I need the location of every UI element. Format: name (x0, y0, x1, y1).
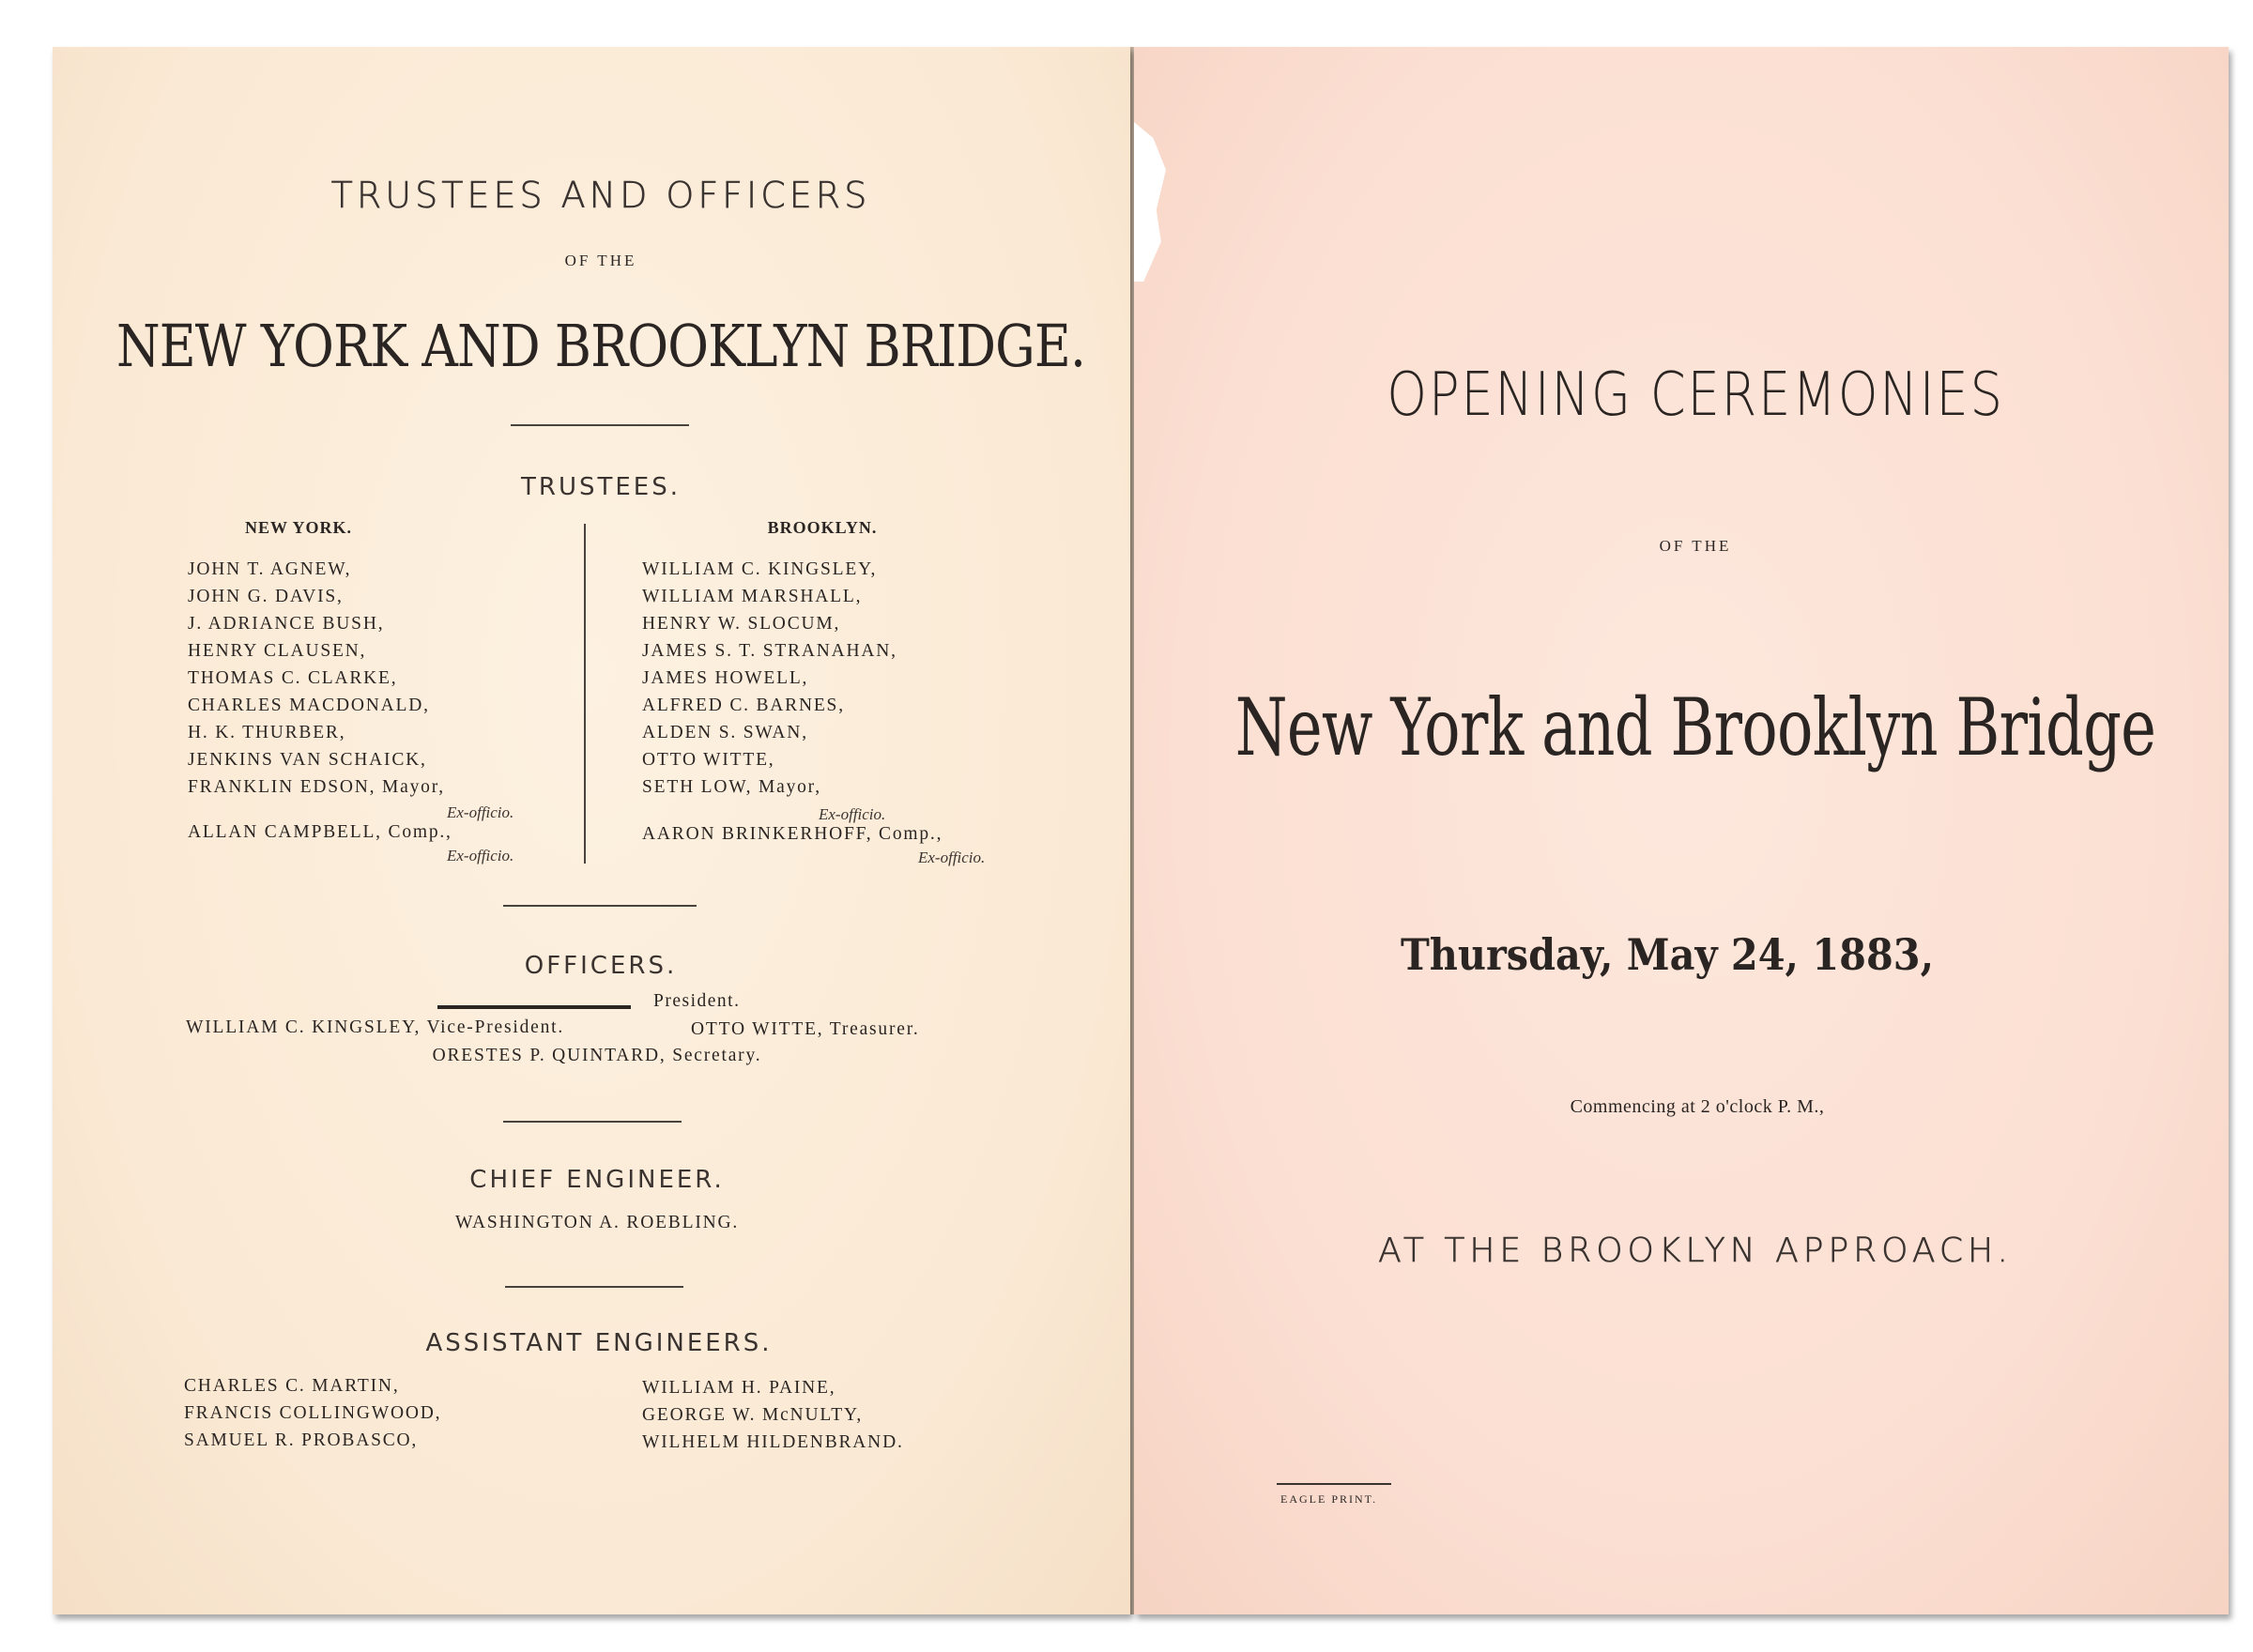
left-heading-bridge-name: NEW YORK AND BROOKLYN BRIDGE. (115, 312, 1086, 380)
list-item: ALLAN CAMPBELL, Comp., (188, 822, 452, 842)
trustees-title: TRUSTEES. (521, 473, 681, 501)
new-york-label: NEW YORK. (244, 518, 353, 537)
list-item: HENRY CLAUSEN, (188, 641, 367, 661)
divider (503, 905, 697, 907)
list-item: HENRY W. SLOCUM, (642, 614, 841, 634)
printer-credit: EAGLE PRINT. (1280, 1492, 1378, 1506)
list-item: CHARLES C. MARTIN, (184, 1376, 400, 1396)
brooklyn-label: BROOKLYN. (767, 518, 878, 537)
list-item: AARON BRINKERHOFF, Comp., (642, 824, 943, 844)
list-item: JOHN T. AGNEW, (188, 559, 352, 579)
chief-engineer-name: WASHINGTON A. ROEBLING. (454, 1213, 740, 1232)
left-heading-of-the: OF THE (564, 252, 637, 269)
right-page (1134, 47, 2229, 1614)
list-item: JENKINS VAN SCHAICK, (188, 750, 427, 770)
bridge-name-title: New York and Brooklyn Bridge (1234, 681, 2156, 773)
brooklyn-trustee-list (642, 556, 897, 801)
printer-rule (1277, 1483, 1391, 1485)
president-blank-line (437, 1005, 631, 1009)
exofficio-note: Ex-officio. (918, 849, 986, 866)
list-item: WILHELM HILDENBRAND. (642, 1432, 904, 1452)
assistant-engineers-title: ASSISTANT ENGINEERS. (425, 1329, 773, 1357)
divider (511, 424, 689, 426)
treasurer: OTTO WITTE, Treasurer. (691, 1019, 920, 1039)
exofficio-note: Ex-officio. (447, 847, 514, 864)
list-item: FRANCIS COLLINGWOOD, (184, 1403, 442, 1423)
list-item: WILLIAM MARSHALL, (642, 587, 863, 606)
list-item: JAMES HOWELL, (642, 668, 809, 688)
list-item: H. K. THURBER, (188, 723, 346, 742)
left-page (53, 47, 1130, 1614)
secretary: ORESTES P. QUINTARD, Secretary. (432, 1046, 762, 1065)
left-heading-trustees-officers: TRUSTEES AND OFFICERS (330, 175, 871, 216)
list-item: WILLIAM H. PAINE, (642, 1378, 836, 1398)
ceremony-time: Commencing at 2 o'clock P. M., (1570, 1096, 1825, 1117)
list-item: J. ADRIANCE BUSH, (188, 614, 385, 634)
list-item: FRANKLIN EDSON, Mayor, (188, 777, 445, 797)
list-item: GEORGE W. McNULTY, (642, 1405, 863, 1425)
vice-president: WILLIAM C. KINGSLEY, Vice-President. (186, 1017, 565, 1037)
list-item: JAMES S. T. STRANAHAN, (642, 641, 897, 661)
divider (503, 1121, 682, 1123)
ceremony-location: AT THE BROOKLYN APPROACH. (1378, 1231, 2013, 1270)
officers-title: OFFICERS. (524, 952, 678, 980)
list-item: ALDEN S. SWAN, (642, 723, 808, 742)
exofficio-note: Ex-officio. (447, 803, 514, 821)
of-the-label: OF THE (1659, 537, 1732, 555)
chief-engineer-title: CHIEF ENGINEER. (469, 1166, 725, 1194)
assistant-engineers-right-list (642, 1374, 904, 1456)
column-divider (584, 524, 586, 864)
list-item: JOHN G. DAVIS, (188, 587, 344, 606)
divider (505, 1286, 683, 1288)
list-item: ALFRED C. BARNES, (642, 696, 845, 715)
list-item: SAMUEL R. PROBASCO, (184, 1430, 419, 1450)
exofficio-note: Ex-officio. (819, 805, 886, 823)
list-item: OTTO WITTE, (642, 750, 775, 770)
assistant-engineers-left-list (184, 1372, 441, 1454)
ceremony-date: Thursday, May 24, 1883, (1400, 929, 1935, 980)
president-label: President. (653, 991, 741, 1011)
new-york-trustee-list (188, 556, 445, 801)
list-item: THOMAS C. CLARKE, (188, 668, 398, 688)
list-item: WILLIAM C. KINGSLEY, (642, 559, 878, 579)
list-item: SETH LOW, Mayor, (642, 777, 821, 797)
opening-ceremonies-title: OPENING CEREMONIES (1387, 360, 2004, 430)
list-item: CHARLES MACDONALD, (188, 696, 430, 715)
